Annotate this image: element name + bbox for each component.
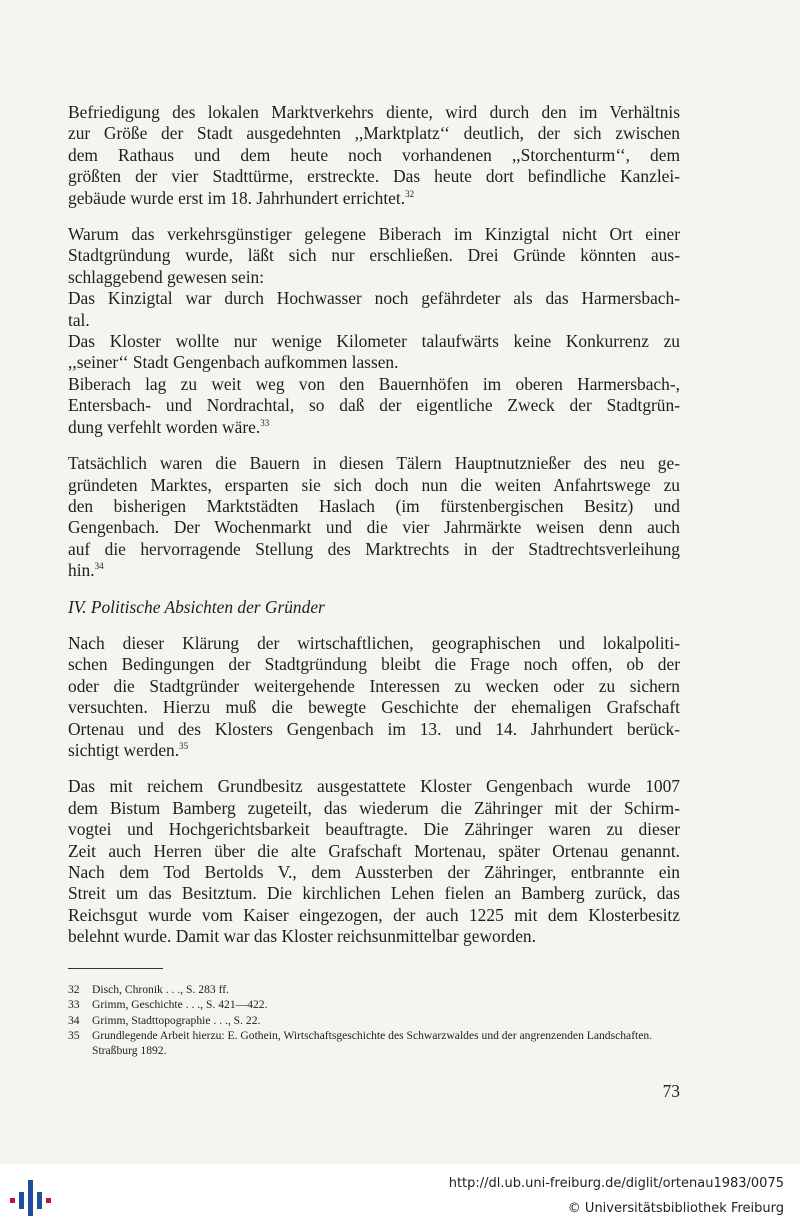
text-line: gebäude wurde erst im 18. Jahrhundert errichtet.$^{32}$ (68, 187, 415, 208)
text-line: Ortenau und des Klosters Gengenbach im 13. und 14. Jahrhundert berück- (68, 718, 680, 739)
text-line: Biberach lag zu weit weg von den Bauernhöfen im oberen Harmersbach-, (68, 373, 680, 394)
text-line: auf die hervorragende Stellung des Marktrechts in der Stadtrechtsverleihung (68, 538, 680, 559)
paragraph-3 (68, 453, 680, 581)
text-line: Nach dieser Klärung der wirtschaftlichen, geographischen und lokalpoliti- (68, 632, 680, 653)
text-line: größten der vier Stadttürme, erstreckte. Das heute dort befindliche Kanzlei- (68, 166, 680, 187)
text-line: zur Größe der Stadt ausgedehnten ,,Marktplatz‘‘ deutlich, der sich zwischen (68, 123, 680, 144)
text-line: oder die Stadtgründer weitergehende Interessen zu wecken oder zu sichern (68, 675, 680, 696)
text-line: dem Bistum Bamberg zugeteilt, das wiederum die Zähringer mit der Schirm- (68, 797, 680, 818)
text-line: Entersbach- und Nordrachtal, so daß der eigentliche Zweck der Stadtgrün- (68, 395, 680, 416)
paragraph-2c (68, 331, 680, 374)
text-line: Das mit reichem Grundbesitz ausgestattete Kloster Gengenbach wurde 1007 (68, 776, 680, 797)
text-line: Das Kinzigtal war durch Hochwasser noch gefährdeter als das Harmersbach- (68, 288, 680, 309)
text-line: den bisherigen Marktstädten Haslach (im fürstenbergischen Besitz) und (68, 495, 680, 516)
section-heading: IV. Politische Absichten der Gründer (68, 596, 325, 617)
text-line: Befriedigung des lokalen Marktverkehrs diente, wird durch den im Verhältnis (68, 102, 680, 122)
footnote-34: 34 Grimm, Stadttopographie . . ., S. 22. (68, 1013, 261, 1027)
body-text (68, 102, 680, 963)
paragraph-4 (68, 633, 680, 761)
page-number: 73 (662, 1081, 680, 1101)
paragraph-2d (68, 374, 680, 438)
text-line: Tatsächlich waren die Bauern in diesen Tälern Hauptnutznießer des neu ge- (68, 453, 680, 474)
footnote-reference: 32 (405, 188, 415, 199)
text-line: Streit um das Besitztum. Die kirchlichen Lehen fielen an Bamberg zurück, das (68, 883, 680, 904)
text-line: Stadtgründung wurde, läßt sich nur erschließen. Drei Gründe könnten aus- (68, 245, 680, 266)
text-line: schlaggebend gewesen sein: (68, 266, 265, 287)
footer-bar (0, 1164, 800, 1226)
text-line: schen Bedingungen der Stadtgründung bleibt die Frage noch offen, ob der (68, 654, 680, 675)
text-line: Warum das verkehrsgünstiger gelegene Biberach im Kinzigtal nicht Ort einer (68, 224, 680, 245)
footnote-reference: 35 (179, 740, 189, 751)
footnote-33: 33 Grimm, Geschichte . . ., S. 421—422. (68, 998, 268, 1012)
text-line: sichtigt werden.$^{35}$ (68, 739, 189, 760)
copyright-notice: © Universitätsbibliothek Freiburg (567, 1201, 784, 1216)
footnote-separator (68, 968, 163, 969)
text-line: dem Rathaus und dem heute noch vorhandenen ,,Storchenturm‘‘, dem (68, 144, 680, 165)
text-line: versuchten. Hierzu muß die bewegte Geschichte der ehemaligen Grafschaft (68, 697, 680, 718)
text-line: Gengenbach. Der Wochenmarkt und die vier Jahrmärkte weisen denn auch (68, 517, 680, 538)
paragraph-1 (68, 102, 680, 209)
footnotes (68, 982, 680, 1058)
text-line: Zeit auch Herren über die alte Grafschaft Mortenau, später Ortenau genannt. (68, 840, 680, 861)
text-line: gründeten Marktes, ersparten sie sich doch nun die weiten Anfahrtswege zu (68, 474, 680, 495)
text-line: vogtei und Hochgerichtsbarkeit beauftragte. Die Zähringer waren zu dieser (68, 819, 680, 840)
footnote-32: 32 Disch, Chronik . . ., S. 283 ff. (68, 983, 229, 996)
source-url-link[interactable]: http://dl.ub.uni-freiburg.de/diglit/ortenau1983/0075 (448, 1176, 784, 1191)
footnote-reference: 34 (94, 561, 104, 572)
paragraph-5 (68, 776, 680, 947)
text-line: tal. (68, 309, 90, 330)
paragraph-2 (68, 224, 680, 288)
text-line: Das Kloster wollte nur wenige Kilometer talaufwärts keine Konkurrenz zu (68, 331, 680, 352)
text-line: Nach dem Tod Bertolds V., dem Aussterben der Zähringer, entbrannte ein (68, 862, 680, 882)
text-line: dung verfehlt worden wäre.$^{33}$ (68, 416, 270, 437)
ub-freiburg-logo-icon (10, 1176, 52, 1216)
text-line: hin.$^{34}$ (68, 560, 104, 581)
footnote-reference: 33 (260, 417, 270, 428)
footnote-35: 35 Grundlegende Arbeit hierzu: E. Gothein, Wirtschaftsgeschichte des Schwarzwaldes und der angrenzenden Landschaften. Straßburg 1892. (68, 1028, 653, 1058)
paragraph-2b (68, 288, 680, 331)
text-line: ,,seiner‘‘ Stadt Gengenbach aufkommen lassen. (68, 352, 399, 373)
text-line: belehnt wurde. Damit war das Kloster reichsunmittelbar geworden. (68, 926, 536, 947)
text-line: Reichsgut wurde vom Kaiser eingezogen, der auch 1225 mit dem Klosterbesitz (68, 904, 680, 925)
